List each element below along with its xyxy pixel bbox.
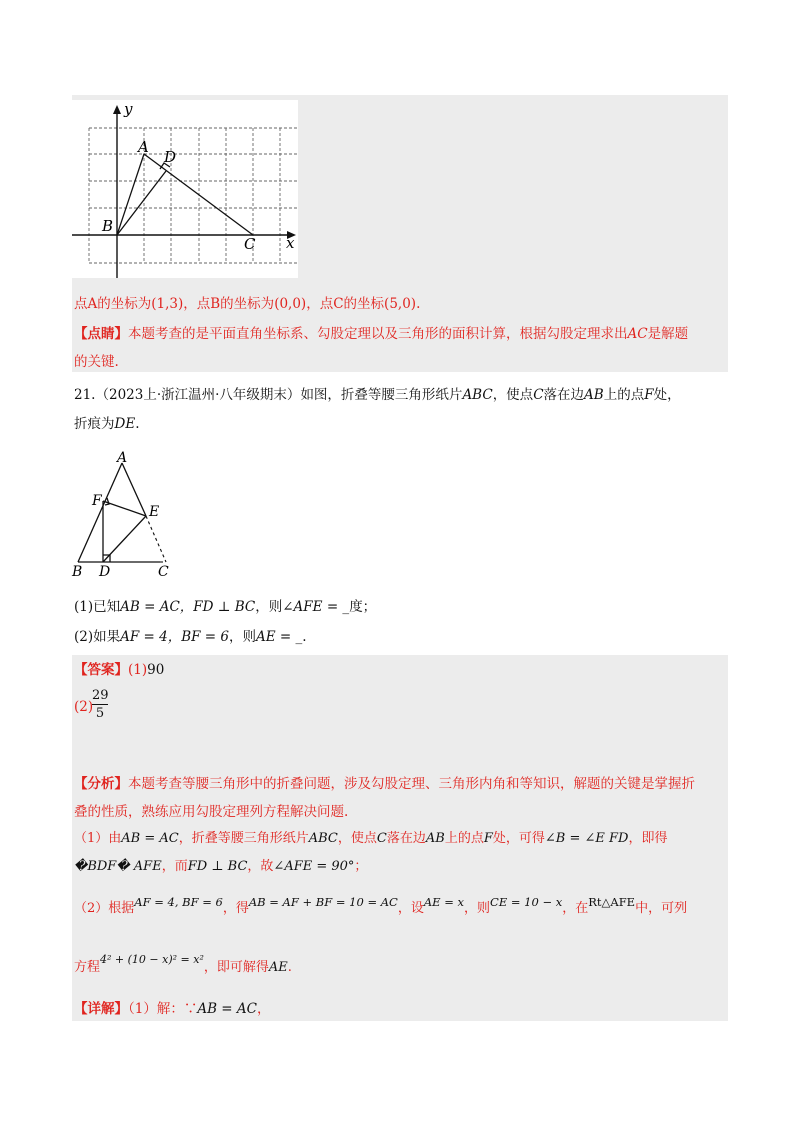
point-a-label: A [138,138,149,156]
question-2: (2)如果AF = 4，BF = 6，则AE = _. [74,629,307,645]
problem-number: 21. [74,387,96,403]
x-axis-label: x [286,234,295,252]
fig2-b-label: B [72,564,83,580]
point-c-label: C [244,235,256,253]
remark-line-1: 【点睛】本题考查的是平面直角坐标系、勾股定理以及三角形的面积计算，根据勾股定理求出AC是解题 [74,326,689,342]
point-d-label: D [164,148,177,166]
question-1: (1)已知AB = AC，FD ⊥ BC，则∠AFE = _度； [74,599,377,615]
problem-line-2: 折痕为DE. [74,416,140,432]
analysis-line-1: 【分析】本题考查等腰三角形中的折叠问题，涉及勾股定理、三角形内角和等知识，解题的关键是掌握折 [74,776,695,792]
detail-line: 【详解】（1）解：∵AB = AC， [74,1001,271,1017]
coordinate-figure [72,100,298,278]
fig2-f-label: F [92,493,102,509]
coordinates-line: 点A的坐标为(1,3)，点B的坐标为(0,0)，点C的坐标(5,0). [74,296,421,312]
fig2-c-label: C [158,564,169,580]
answer-fraction: 29 5 [92,688,109,721]
remark-tag: 【点睛】 [74,326,128,342]
problem-line-1: 21.（2023上·浙江温州·八年级期末）如图，折叠等腰三角形纸片ABC，使点C落在边AB上的点F处， [74,387,681,403]
problem-source: （2023上·浙江温州·八年级期末） [95,387,301,403]
analysis-step-1-cont: �BDF� AFE，而FD ⊥ BC，故∠AFE = 90°； [74,859,368,874]
remark-line-2: 的关键. [74,354,119,370]
answer-tag: 【答案】 [74,662,128,678]
detail-tag: 【详解】 [74,1001,128,1017]
analysis-tag: 【分析】 [74,776,128,792]
fig2-e-label: E [149,504,160,520]
analysis-step-2: （2）根据AF = 4, BF = 6，得AB = AF + BF = 10 = AC，设AE = x，则CE = 10 − x，在Rt△AFE中，可列 [74,895,688,916]
triangle-figure [70,450,180,580]
analysis-step-2-cont: 方程$^{4^2 + (10 - x)^2 = x^2}$，即可解得AE. [74,953,292,975]
analysis-step-1: （1）由AB = AC，折叠等腰三角形纸片ABC，使点C落在边AB上的点F处，可得∠B = ∠E FD，即得 [74,831,668,846]
fig2-a-label: A [117,450,128,466]
answer-line-1: 【答案】(1)90 [74,662,165,678]
point-b-label: B [102,217,114,235]
analysis-line-2: 叠的性质，熟练应用勾股定理列方程解决问题. [74,804,349,820]
y-axis-label: y [124,100,133,118]
fig2-d-label: D [99,564,111,580]
